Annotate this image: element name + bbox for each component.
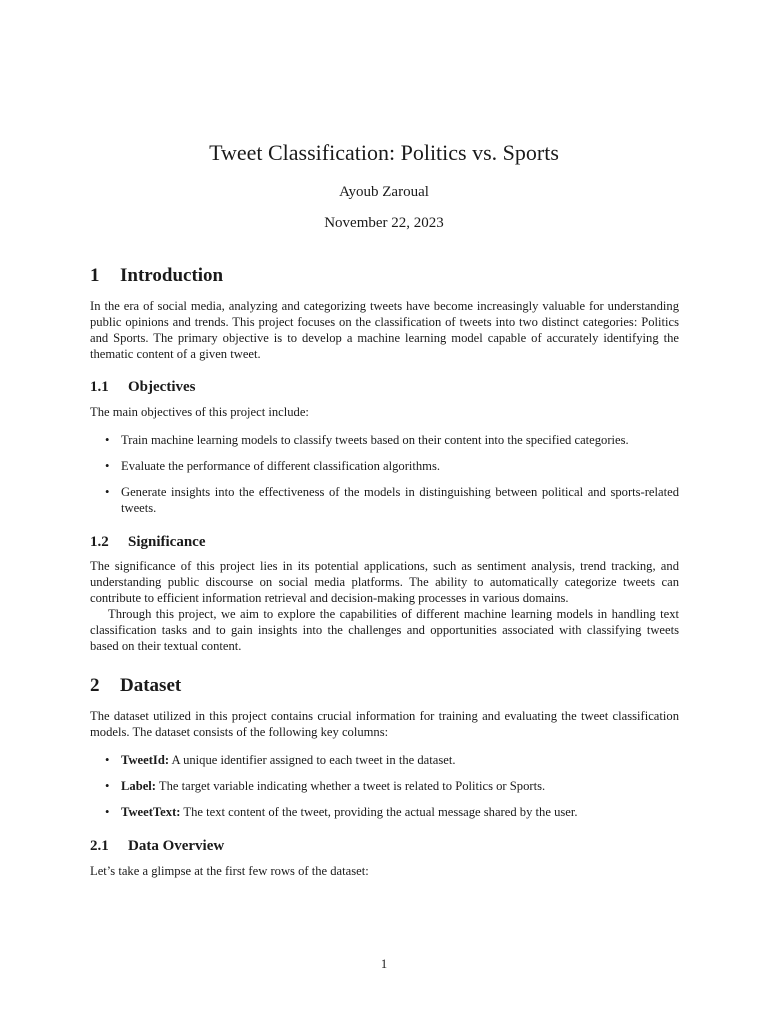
column-term: Label: [121,779,156,793]
bullet-icon: • [105,753,110,767]
subsection-number: 2.1 [90,838,109,854]
bullet-icon: • [105,779,110,793]
objective-item [105,458,679,474]
bullet-icon: • [105,459,110,473]
significance-paragraph-2: Through this project, we aim to explore the capabilities of different machine learning models in handling text classification tasks and to gain insights into the challenges and opportunities associated with classifying tweets based on their textual content. [90,607,679,653]
paper-title: Tweet Classification: Politics vs. Sports [209,140,559,165]
objectives-lead: The main objectives of this project include: [90,405,309,419]
column-term: TweetId: [121,753,170,767]
subsection-heading-objectives [90,377,195,397]
bullet-icon: • [105,805,110,819]
significance-paragraph-1: The significance of this project lies in its potential applications, such as sentiment analysis, trend tracking, and understanding public discourse on social media platforms. The ability to automatically categorize tweets can contribute to efficient information retrieval and decision-making processes in various domains. [90,559,679,605]
bullet-icon: • [105,433,110,447]
section-number: 1 [90,265,100,286]
data-overview-paragraph: Let’s take a glimpse at the first few rows of the dataset: [90,864,369,878]
author-name: Ayoub Zaroual [339,184,429,200]
objective-text: Train machine learning models to classify tweets based on their content into the specified categories. [121,433,629,447]
dataset-column-item [105,804,679,820]
subsection-title: Significance [128,534,206,550]
section-title: Dataset [120,675,182,696]
subsection-heading-data-overview [90,836,224,856]
column-term: TweetText: [121,805,181,819]
subsection-title: Data Overview [128,838,225,854]
dataset-column-item [105,752,679,768]
subsection-number: 1.1 [90,379,109,395]
dataset-paragraph: The dataset utilized in this project contains crucial information for training and evaluating the tweet classification models. The dataset consists of the following key columns: [90,709,679,739]
objective-item [105,484,679,516]
paper-date: November 22, 2023 [324,215,444,231]
section-heading-dataset [90,674,181,698]
objective-item [105,432,679,448]
section-heading-introduction [90,264,223,288]
dataset-column-item [105,778,679,794]
bullet-icon: • [105,485,110,499]
page-number: 1 [380,957,388,971]
objective-text: Generate insights into the effectiveness of the models in distinguishing between political and sports-related tweets. [121,485,679,515]
subsection-title: Objectives [128,379,196,395]
section-title: Introduction [120,265,224,286]
section-number: 2 [90,675,100,696]
column-description: The text content of the tweet, providing the actual message shared by the user. [183,805,578,819]
subsection-number: 1.2 [90,534,109,550]
objective-text: Evaluate the performance of different classification algorithms. [121,459,441,473]
column-description: A unique identifier assigned to each tweet in the dataset. [171,753,456,767]
column-description: The target variable indicating whether a tweet is related to Politics or Sports. [158,779,546,793]
introduction-paragraph: In the era of social media, analyzing and categorizing tweets have become increasingly valuable for understanding public opinions and trends. This project focuses on the classification of tweets into two distinct categories: Politics and Sports. The primary objective is to develop a machine learning model capable of accurately identifying the thematic content of a given tweet. [90,299,679,361]
subsection-heading-significance [90,532,206,552]
